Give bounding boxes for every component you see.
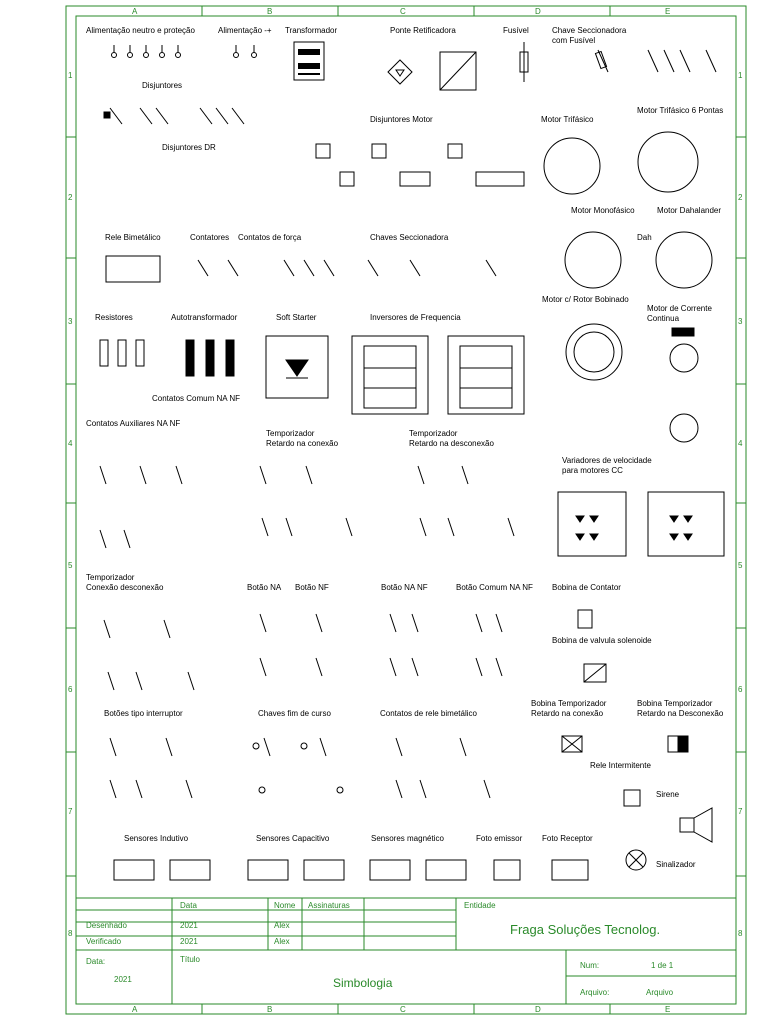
tb-entidade-label: Entidade [464,901,496,910]
heading-temp-con-1: Temporizador [266,429,315,438]
grid-row-2-right: 2 [738,193,743,202]
tb-data-label: Data: [86,957,106,966]
tb-verificado-nome: Alex [274,937,290,946]
heading-contatos-forca: Contatos de força [238,233,302,242]
heading-alimentacao-np: Alimentação neutro e proteção [86,26,195,35]
grid-col-e-bottom: E [665,1005,671,1014]
heading-sirene: Sirene [656,790,680,799]
rectifier-bridge-symbol [388,52,476,90]
sensor-symbols [114,850,646,880]
grid-labels [68,7,743,1014]
heading-dah: Dah [637,233,652,242]
grid-row-7-left: 7 [68,807,73,816]
heading-sensores-ind: Sensores Indutivo [124,834,189,843]
heading-variadores-2: para motores CC [562,466,623,475]
heading-motor-cc-1: Motor de Corrente [647,304,712,313]
tb-col-data: Data [180,901,197,910]
grid-col-c-top: C [400,7,406,16]
grid-row-4-right: 4 [738,439,743,448]
row2-contacts [106,256,496,282]
grid-row-5-right: 5 [738,561,743,570]
row4-contacts [100,466,514,548]
heading-fusivel: Fusível [503,26,529,35]
grid-col-a-top: A [132,7,138,16]
heading-temp-des-2: Retardo na desconexão [409,439,494,448]
heading-disjuntores-dr: Disjuntores DR [162,143,216,152]
grid-col-b-bottom: B [267,1005,273,1014]
heading-temp-cd-2: Conexão desconexão [86,583,164,592]
heading-ponte: Ponte Retificadora [390,26,456,35]
heading-contatores: Contatores [190,233,230,242]
grid-row-4-left: 4 [68,439,73,448]
tb-num-label: Num: [580,961,600,970]
tb-verificado-data: 2021 [180,937,198,946]
heading-resistores: Resistores [95,313,133,322]
heading-autotrafo: Autotransformador [171,313,238,322]
heading-bobina-valvula: Bobina de valvula solenoide [552,636,652,645]
row5-contacts [104,610,606,690]
tb-desenhado-label: Desenhado [86,921,127,930]
motor-symbols [544,132,712,442]
motor-breaker-symbols [316,144,524,186]
heading-botoes-interruptor: Botões tipo interruptor [104,709,183,718]
grid-row-2-left: 2 [68,193,73,202]
drawing-frame [66,6,746,1014]
heading-foto-emissor: Foto emissor [476,834,523,843]
heading-botao-comum: Botão Comum NA NF [456,583,533,592]
heading-botao-na: Botão NA [247,583,282,592]
heading-disjuntores-motor: Disjuntores Motor [370,115,433,124]
grid-col-d-bottom: D [535,1005,541,1014]
heading-rele-bimetalico: Rele Bimetálico [105,233,161,242]
heading-motor-trifasico: Motor Trifásico [541,115,594,124]
transformer-symbol [294,42,324,80]
heading-transformador: Transformador [285,26,338,35]
tb-entidade-value: Fraga Soluções Tecnolog. [510,922,661,937]
heading-contatos-rele: Contatos de rele bimetálico [380,709,477,718]
tb-arquivo-value: Arquivo [646,988,674,997]
grid-row-8-right: 8 [738,929,743,938]
heading-motor-cc-2: Continua [647,314,680,323]
grid-col-e-top: E [665,7,671,16]
fused-switch-symbols [595,50,716,72]
grid-row-1-right: 1 [738,71,743,80]
grid-row-1-left: 1 [68,71,73,80]
heading-temp-des-1: Temporizador [409,429,458,438]
tb-col-assinaturas: Assinaturas [308,901,350,910]
grid-row-3-right: 3 [738,317,743,326]
grid-row-3-left: 3 [68,317,73,326]
dc-drive-symbols [558,492,724,556]
heading-bob-temp-con-2: Retardo na conexão [531,709,604,718]
heading-foto-receptor: Foto Receptor [542,834,593,843]
grid-row-8-left: 8 [68,929,73,938]
fuse-symbol [520,42,528,82]
heading-botao-nanf: Botão NA NF [381,583,428,592]
heading-soft: Soft Starter [276,313,317,322]
heading-motor-rotor: Motor c/ Rotor Bobinado [542,295,629,304]
heading-bob-temp-des-1: Bobina Temporizador [637,699,713,708]
heading-motor-6p: Motor Trifásico 6 Pontas [637,106,724,115]
heading-chave-fusivel-1: Chave Seccionadora [552,26,627,35]
tb-verificado-label: Verificado [86,937,122,946]
tb-data-value: 2021 [114,975,132,984]
breaker-symbols [104,108,244,124]
tb-arquivo-label: Arquivo: [580,988,610,997]
section-headings [86,26,724,869]
grid-col-a-bottom: A [132,1005,138,1014]
heading-botao-nf: Botão NF [295,583,329,592]
heading-sinalizador: Sinalizador [656,860,696,869]
heading-bobina-contator: Bobina de Contator [552,583,621,592]
tb-titulo-value: Simbologia [333,976,393,990]
tb-desenhado-data: 2021 [180,921,198,930]
heading-bob-temp-con-1: Bobina Temporizador [531,699,607,708]
heading-inversores: Inversores de Frequencia [370,313,461,322]
heading-temp-cd-1: Temporizador [86,573,135,582]
tb-desenhado-nome: Alex [274,921,290,930]
heading-variadores-1: Variadores de velocidade [562,456,652,465]
grid-row-7-right: 7 [738,807,743,816]
heading-chaves-fim: Chaves fim de curso [258,709,331,718]
tb-col-nome: Nome [274,901,296,910]
tb-num-value: 1 de 1 [651,961,674,970]
heading-temp-con-2: Retardo na conexão [266,439,339,448]
heading-sensores-mag: Sensores magnético [371,834,444,843]
grid-row-6-right: 6 [738,685,743,694]
heading-contatos-aux: Contatos Auxiliares NA NF [86,419,181,428]
supply-terminals [112,45,257,58]
heading-alimentacao-mm: Alimentação -+ [218,26,272,35]
grid-col-b-top: B [267,7,273,16]
tb-titulo-label: Título [180,955,201,964]
grid-col-d-top: D [535,7,541,16]
grid-col-c-bottom: C [400,1005,406,1014]
heading-rele-intermitente: Rele Intermitente [590,761,651,770]
title-block [76,898,736,1004]
heading-motor-mono: Motor Monofásico [571,206,635,215]
heading-chaves-secc: Chaves Seccionadora [370,233,449,242]
grid-row-6-left: 6 [68,685,73,694]
heading-disjuntores: Disjuntores [142,81,183,90]
row6-contacts [110,736,712,842]
heading-motor-dahl: Motor Dahalander [657,206,722,215]
heading-chave-fusivel-2: com Fusível [552,36,596,45]
grid-row-5-left: 5 [68,561,73,570]
heading-sensores-cap: Sensores Capacitivo [256,834,330,843]
heading-bob-temp-des-2: Retardo na Desconexão [637,709,724,718]
heading-contatos-comum: Contatos Comum NA NF [152,394,241,403]
